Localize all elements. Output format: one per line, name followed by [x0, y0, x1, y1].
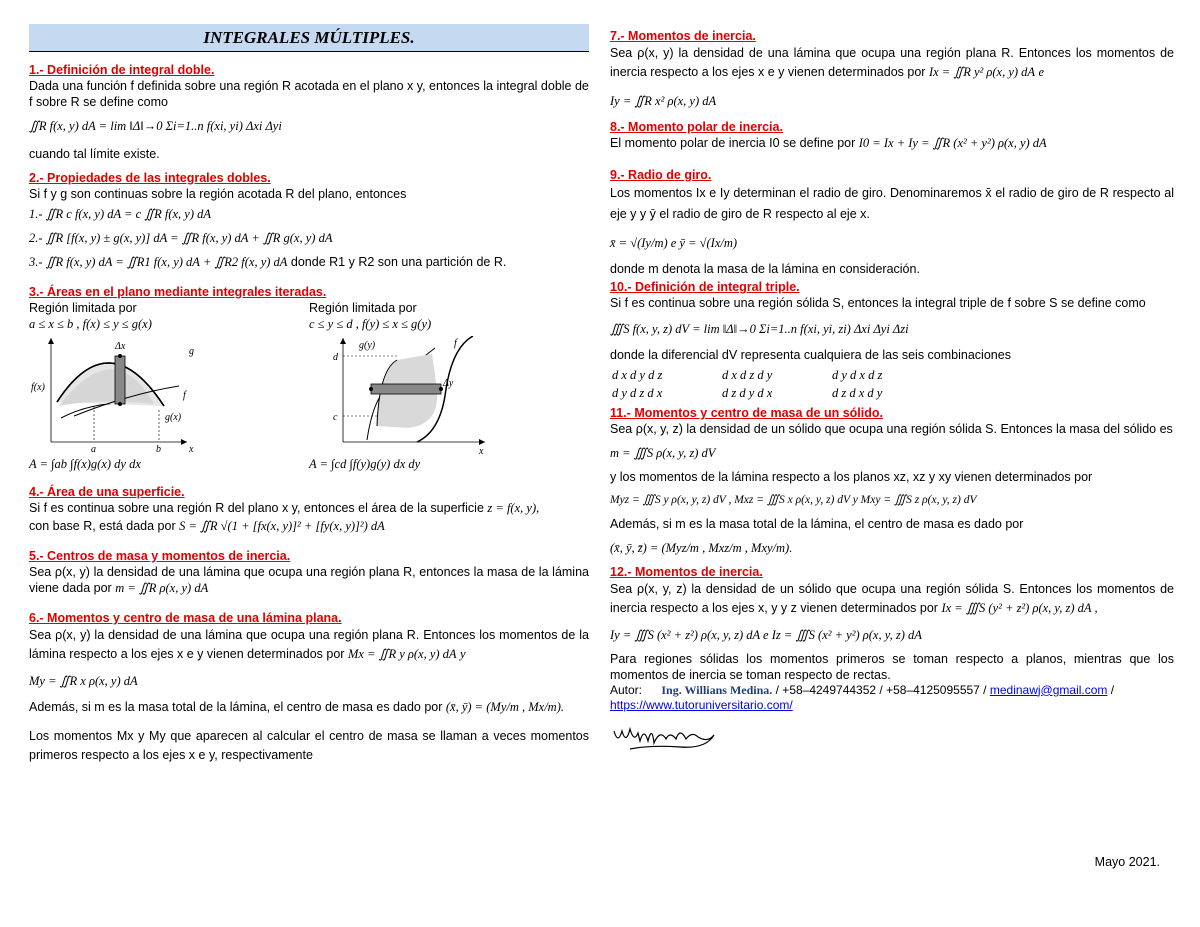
property-1: 1.- ∬R c f(x, y) dA = c ∬R f(x, y) dA — [29, 206, 212, 221]
solid-iz-formula: Iz = ∭S (x² + y²) ρ(x, y, z) dA — [771, 627, 922, 642]
area-formulas — [29, 456, 589, 472]
combination: d y d z d x — [612, 386, 663, 401]
property-3-row — [29, 254, 589, 270]
solid-mass-formula: m = ∭S ρ(x, y, z) dV — [610, 446, 716, 461]
fig-left-a-label: a — [91, 443, 96, 454]
fig-left-gx-label: g(x) — [165, 411, 182, 423]
section-8-row — [610, 135, 1174, 151]
fig-right-f-label: f — [454, 337, 457, 349]
page-title: INTEGRALES MÚLTIPLES. — [203, 28, 415, 47]
section-11-text-2: y los momentos de la lámina respecto a los planos xz, xz y xy vienen determinados por — [610, 470, 1093, 485]
section-1-outro: cuando tal límite existe. — [29, 146, 160, 161]
right-area-formula: A = ∫cd ∫f(y)g(y) dx dy — [309, 456, 421, 471]
combination: d y d x d z — [832, 368, 883, 383]
surface-area-formula: S = ∬R √(1 + [fx(x, y)]² + [fy(x, y)]²) dA — [179, 518, 385, 533]
triple-integral-formula: ∭S f(x, y, z) dV = lim ‖Δ‖→0 Σi=1..n f(xi, yi, zi) Δxi Δyi Δzi — [610, 322, 909, 337]
section-7-text — [610, 44, 1174, 83]
fig-right-x-label: x — [479, 445, 484, 454]
author-separator: / — [1110, 682, 1115, 697]
iy-formula: Iy = ∬R x² ρ(x, y) dA — [610, 93, 717, 108]
fig-left-fx-label: f(x) — [31, 381, 45, 393]
section-8-text: El momento polar de inercia I0 se define por — [610, 135, 856, 150]
author-signature — [610, 717, 720, 751]
section-5-text — [29, 564, 589, 596]
section-12-heading: 12.- Momentos de inercia. — [610, 564, 763, 579]
center-of-mass-formula: (x̄, ȳ) = (My/m , Mx/m). — [445, 699, 564, 714]
section-2-heading: 2.- Propiedades de las integrales dobles. — [29, 170, 271, 185]
left-area-formula: A = ∫ab ∫f(x)g(x) dy dx — [29, 456, 141, 471]
fig-left-g-label: g — [189, 345, 194, 357]
right-column — [610, 28, 1174, 755]
mx-my-connector: y — [460, 647, 466, 662]
section-4-text-1 — [29, 500, 589, 516]
mass-formula: m = ∬R ρ(x, y) dA — [115, 580, 209, 595]
section-8-heading: 8.- Momento polar de inercia. — [610, 119, 783, 134]
region-figures — [29, 336, 589, 454]
left-region-condition: a ≤ x ≤ b , f(x) ≤ y ≤ g(x) — [29, 316, 152, 331]
horizontal-strip-figure — [327, 336, 589, 454]
right-region-condition: c ≤ y ≤ d , f(y) ≤ x ≤ g(y) — [309, 316, 432, 331]
section-12-text-a: Sea ρ(x, y, z) la densidad de un sólido que ocupa una región sólida S. Entonces los momentos de inercia respecto a los ejes x, y y z vienen determinados por — [610, 581, 1174, 616]
surface-equation: z = f(x, y), — [487, 500, 540, 515]
section-9-note: donde m denota la masa de la lámina en consideración. — [610, 262, 920, 277]
section-1-formula: ∬R f(x, y) dA = lim ‖Δ‖→0 Σi=1..n f(xi, yi) Δxi Δyi — [29, 118, 282, 133]
section-9 — [610, 167, 1174, 278]
combination: d z d x d y — [832, 386, 883, 401]
combination: d x d y d z — [612, 368, 663, 383]
fig-left-f-label: f — [183, 389, 186, 401]
center-of-mass-row — [29, 699, 589, 715]
differential-combinations — [612, 367, 1174, 401]
left-region-label: Región limitada por — [29, 300, 137, 315]
section-6-text-a: Sea ρ(x, y) la densidad de una lámina que ocupa una región plana R. Entonces los momentos de la lámina respecto a los ejes x e y vienen determinados por — [29, 627, 589, 662]
combination: d x d z d y — [722, 368, 773, 383]
right-region-label: Región limitada por — [309, 300, 417, 315]
section-10-heading: 10.- Definición de integral triple. — [610, 280, 800, 295]
section-9-text: Los momentos Ix e Iy determinan el radio de giro. Denominaremos x̄ el radio de giro de R respecto al eje y y ȳ el radio de giro de R respecto al eje x. — [610, 185, 1174, 221]
author-email-link[interactable]: medinawj@gmail.com — [989, 682, 1108, 697]
author-name: Ing. Willians Medina. — [661, 682, 773, 697]
fig-left-b-label: b — [156, 443, 161, 454]
fig-right-gy-label: g(y) — [359, 339, 376, 351]
section-5-heading: 5.- Centros de masa y momentos de inercia. — [29, 548, 291, 563]
polar-moment-formula: I0 = Ix + Iy = ∬R (x² + y²) ρ(x, y) dA — [858, 135, 1047, 150]
radius-of-gyration-formula: x̄ = √(Iy/m) e ȳ = √(Ix/m) — [610, 236, 738, 251]
vertical-strip-figure — [29, 336, 291, 454]
section-6-text — [29, 626, 589, 665]
section-11 — [610, 405, 1174, 556]
section-11-text-1: Sea ρ(x, y, z) la densidad de un sólido que ocupa una región sólida S. Entonces la masa del sólido es — [610, 422, 1173, 437]
section-10 — [610, 279, 1174, 401]
section-4 — [29, 484, 589, 534]
solid-iy-formula: Iy = ∭S (x² + z²) ρ(x, y, z) dA — [610, 627, 760, 642]
section-1 — [29, 62, 589, 162]
section-12-text — [610, 580, 1174, 619]
fig-right-dy-label: Δy — [443, 377, 454, 389]
region-labels — [29, 300, 589, 332]
solid-moments-formula: Myz = ∭S y ρ(x, y, z) dV , Mxz = ∭S x ρ(x, y, z) dV y Mxy = ∭S z ρ(x, y, z) dV — [610, 494, 977, 507]
center-of-mass-text: Además, si m es la masa total de la lámina, el centro de masa es dado por — [29, 699, 443, 714]
section-11-heading: 11.- Momentos y centro de masa de un sólido. — [610, 406, 883, 421]
first-moments-note: Los momentos Mx y My que aparecen al calcular el centro de masa se llaman a veces momentos primeros respecto a los ejes x e y, respectivamente — [29, 728, 589, 762]
section-5-text-a: Sea ρ(x, y) la densidad de una lámina que ocupa una región plana R, entonces la masa de la lámina viene dada por — [29, 564, 589, 595]
section-3 — [29, 284, 589, 472]
fig-right-d-label: d — [333, 351, 338, 363]
section-4-text-2: con base R, está dada por — [29, 518, 176, 533]
section-12 — [610, 564, 1174, 683]
fig-left-dx-label: Δx — [115, 340, 126, 352]
section-2 — [29, 170, 589, 270]
section-10-diff-text: donde la diferencial dV representa cualquiera de las seis combinaciones — [610, 348, 1011, 363]
property-2: 2.- ∬R [f(x, y) ± g(x, y)] dA = ∬R f(x, y) dA + ∬R g(x, y) dA — [29, 230, 333, 245]
ix-formula: Ix = ∬R y² ρ(x, y) dA — [928, 65, 1036, 80]
section-1-heading: 1.- Definición de integral doble. — [29, 62, 215, 77]
document-date: Mayo 2021. — [1094, 855, 1160, 869]
solid-ix-formula: Ix = ∭S (y² + z²) ρ(x, y, z) dA , — [941, 601, 1098, 616]
section-6 — [29, 610, 589, 766]
left-column — [29, 24, 589, 765]
section-1-intro: Dada una función f definida sobre una región R acotada en el plano x y, entonces la integral doble de f sobre R se define como — [29, 78, 589, 109]
section-4-text-1-a: Si f es continua sobre una región R del plano x y, entonces el área de la superficie — [29, 500, 484, 515]
author-line — [610, 683, 1174, 698]
section-8 — [610, 119, 1174, 151]
section-4-heading: 4.- Área de una superficie. — [29, 484, 185, 499]
property-3: 3.- ∬R f(x, y) dA = ∬R1 f(x, y) dA + ∬R2 f(x, y) dA — [29, 254, 288, 269]
author-phones: / +58–4249744352 / +58–4125095557 / — [775, 682, 987, 697]
section-10-text: Si f es continua sobre una región sólida S, entonces la integral triple de f sobre S se define como — [610, 296, 1146, 311]
website-link[interactable]: https://www.tutoruniversitario.com/ — [610, 698, 793, 713]
section-7-text-a: Sea ρ(x, y) la densidad de una lámina que ocupa una región plana R. Entonces los momentos de inercia respecto a los ejes x e y vienen determinados por — [610, 46, 1174, 80]
combination: d z d y d x — [722, 386, 773, 401]
section-7 — [610, 28, 1174, 109]
fig-left-x-label: x — [189, 443, 194, 454]
iy-iz-connector: e — [763, 627, 769, 642]
section-4-text-2-row — [29, 518, 589, 534]
section-12-note: Para regiones sólidas los momentos primeros se toman respecto a planos, mientras que los momentos de inercia se toman respecto de rectas. — [610, 651, 1174, 682]
author-label: Autor: — [610, 682, 643, 697]
ix-iy-connector: e — [1038, 65, 1045, 80]
section-11-text-3: Además, si m es la masa total de la lámina, el centro de masa es dado por — [610, 516, 1024, 531]
section-5 — [29, 548, 589, 596]
my-formula: My = ∬R x ρ(x, y) dA — [29, 673, 138, 688]
solid-center-formula: (x̄, ȳ, z̄) = (Myz/m , Mxz/m , Mxy/m). — [610, 540, 793, 555]
title-bar — [29, 24, 589, 52]
section-2-intro: Si f y g son continuas sobre la región acotada R del plano, entonces — [29, 186, 407, 201]
mx-formula: Mx = ∬R y ρ(x, y) dA — [347, 647, 457, 662]
website-line — [610, 698, 1174, 713]
section-3-heading: 3.- Áreas en el plano mediante integrales iteradas. — [29, 284, 327, 299]
property-3-note: donde R1 y R2 son una partición de R. — [290, 254, 507, 269]
section-7-heading: 7.- Momentos de inercia. — [610, 29, 756, 43]
section-6-heading: 6.- Momentos y centro de masa de una lámina plana. — [29, 610, 342, 625]
fig-right-c-label: c — [333, 411, 338, 423]
section-9-heading: 9.- Radio de giro. — [610, 167, 712, 182]
solid-iy-iz-row — [610, 627, 1174, 643]
